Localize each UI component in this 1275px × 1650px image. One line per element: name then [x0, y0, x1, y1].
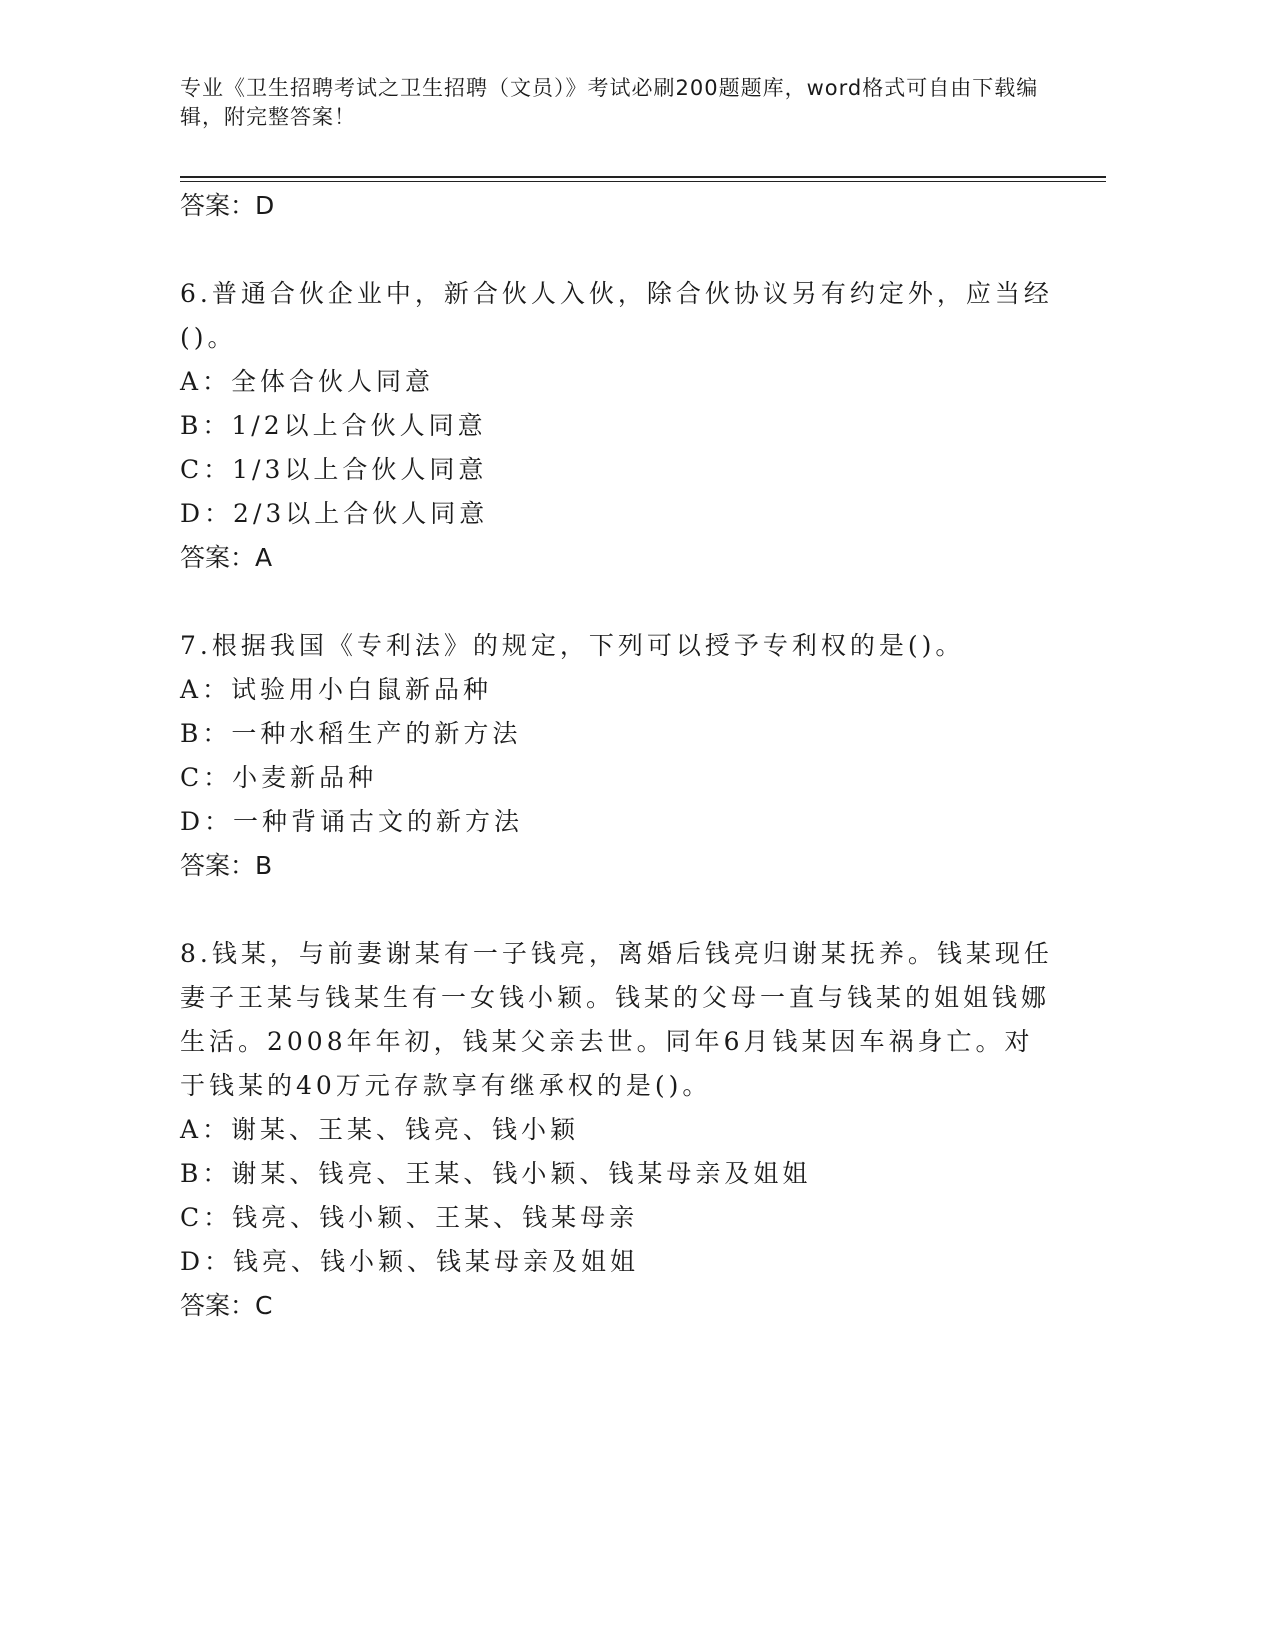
option-a: A：谢某、王某、钱亮、钱小颖 [180, 1115, 580, 1144]
answer-line: 答案：B [180, 851, 273, 880]
answer-line: 答案：C [180, 1291, 273, 1320]
document-body [180, 184, 1060, 1328]
spacer [180, 888, 1060, 932]
option-d: D：2/3以上合伙人同意 [180, 499, 489, 528]
question-text: 8.钱某，与前妻谢某有一子钱亮，离婚后钱亮归谢某抚养。钱某现任妻子王某与钱某生有一女钱小颖。钱某的父母一直与钱某的姐姐钱娜生活。2008年年初，钱某父亲去世。同年6月钱某因车祸身亡。对于钱某的40万元存款享有继承权的是()。 [180, 939, 1053, 1100]
option-c: C：钱亮、钱小颖、王某、钱某母亲 [180, 1203, 639, 1232]
option-c: C：1/3以上合伙人同意 [180, 455, 488, 484]
question-8 [180, 932, 1060, 1328]
question-text: 6.普通合伙企业中，新合伙人入伙，除合伙协议另有约定外，应当经()。 [180, 279, 1053, 352]
question-text: 7.根据我国《专利法》的规定，下列可以授予专利权的是()。 [180, 631, 965, 660]
option-d: D：一种背诵古文的新方法 [180, 807, 524, 836]
option-b: B：1/2以上合伙人同意 [180, 411, 487, 440]
header-divider-thick [180, 176, 1106, 178]
option-b: B：一种水稻生产的新方法 [180, 719, 522, 748]
header-divider-thin [180, 181, 1106, 182]
option-a: A：全体合伙人同意 [180, 367, 435, 396]
option-d: D：钱亮、钱小颖、钱某母亲及姐姐 [180, 1247, 640, 1276]
question-6 [180, 272, 1060, 580]
document-header: 专业《卫生招聘考试之卫生招聘（文员）》考试必刷200题题库，word格式可自由下载编辑，附完整答案！ [180, 76, 1039, 129]
spacer [180, 228, 1060, 272]
answer-line: 答案：D [180, 191, 275, 220]
option-c: C：小麦新品种 [180, 763, 378, 792]
answer-line: 答案：A [180, 543, 273, 572]
question-7 [180, 624, 1060, 888]
option-a: A：试验用小白鼠新品种 [180, 675, 493, 704]
option-b: B：谢某、钱亮、王某、钱小颖、钱某母亲及姐姐 [180, 1159, 812, 1188]
spacer [180, 580, 1060, 624]
